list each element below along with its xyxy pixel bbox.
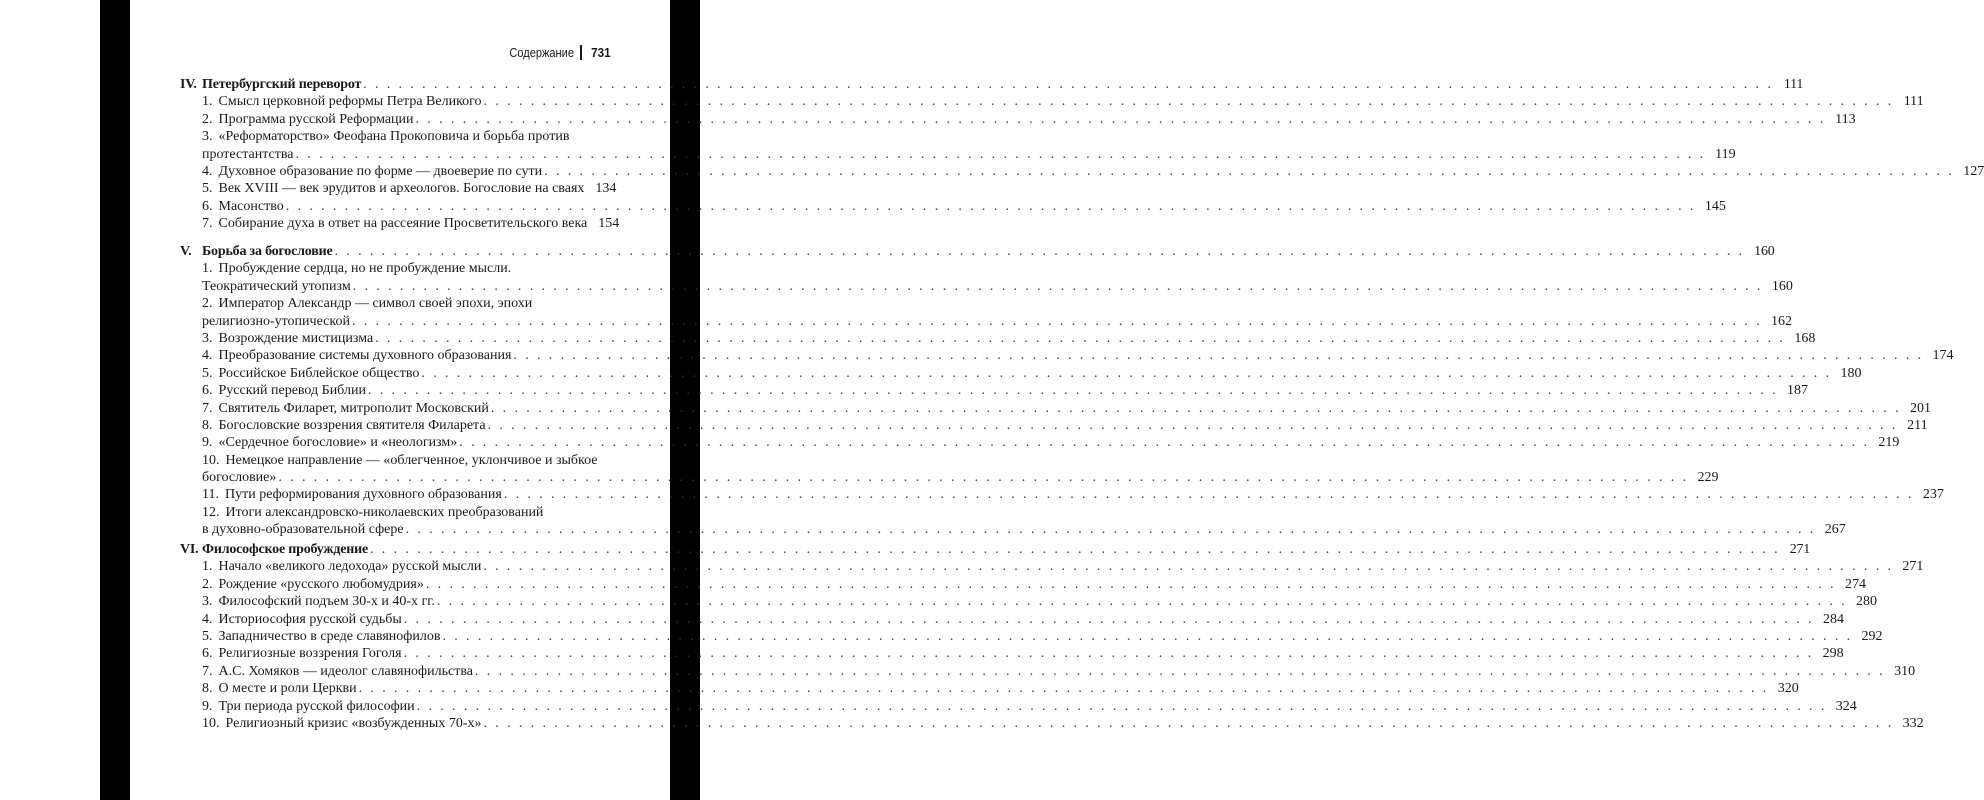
item-number: 3.: [202, 594, 213, 610]
entry-title: Российское Библейское общество: [218, 365, 420, 381]
dot-leader: . . . . . . . . . . . . . . . . . . . . . . . . . . . . . . . . . . . . . . . . . . . . . . . . . . . . . . . . . . . . . . . . . . . . . . . . . . . . . . . . . . . . . . . . . . . . . . . . . . . . . . . . . . . . . . . . . . . . . . . .: [334, 244, 1745, 259]
dot-leader: . . . . . . . . . . . . . . . . . . . . . . . . . . . . . . . . . . . . . . . . . . . . . . . . . . . . . . . . . . . . . . . . . . . . . . . . . . . . . . . . . . . . . . . . . . . . . . . . . . . . . . . . . . . . . . . . . . . . . . . .: [351, 313, 1763, 329]
entry-text: [202, 128, 569, 145]
entry-text: [202, 504, 543, 521]
item-number: 1.: [202, 94, 213, 110]
entry-title: А.С. Хомяков — идеолог славянофильства: [218, 663, 473, 679]
toc-chapter-heading[interactable]: [180, 76, 1804, 93]
entry-page: 111: [1903, 94, 1924, 110]
dot-leader: . . . . . . . . . . . . . . . . . . . . . . . . . . . . . . . . . . . . . . . . . . . . . . . . . . . . . . . . . . . . . . . . . . . . . . . . . . . . . . . . . . . . . . . . . . . . . . . . . . . . . . . . . . . . . . . . . . . . . . . .: [369, 542, 1781, 557]
toc-entry[interactable]: [180, 93, 1924, 110]
item-number: 5.: [202, 628, 213, 644]
entry-page: 320: [1777, 681, 1799, 697]
entry-page: 168: [1794, 330, 1816, 346]
item-number: 7.: [202, 216, 213, 232]
entry-title: Русский перевод Библии: [218, 383, 366, 399]
chapter-page: 271: [1789, 542, 1811, 557]
entry-page: 237: [1922, 487, 1944, 503]
item-number: 8.: [202, 417, 213, 433]
toc-entry[interactable]: [180, 715, 1924, 732]
item-number: 6.: [202, 198, 213, 214]
item-number: 1.: [202, 559, 213, 575]
item-number: 11.: [202, 487, 219, 503]
dot-leader: . . . . . . . . . . . . . . . . . . . . . . . . . . . . . . . . . . . . . . . . . . . . . . . . . . . . . . . . . . . . . . . . . . . . . . . . . . . . . . . . . . . . . . . . . . . . . . . . . . . . . . . . . . . . . . . . . . . . . . . .: [483, 94, 1894, 110]
entry-text: [202, 111, 414, 128]
entry-title: Век XVIII — век эрудитов и археологов. Богословие на сваях: [218, 181, 585, 197]
entry-page: 201: [1909, 400, 1931, 416]
entry-title: Немецкое направление — «облегченное, уклончивое и зыбкое: [225, 452, 598, 468]
chapter-title-wrap: [180, 541, 368, 558]
entry-text: [202, 611, 402, 628]
entry-page: 113: [1835, 111, 1856, 127]
entry-text: [202, 330, 373, 347]
entry-title: Святитель Филарет, митрополит Московский: [218, 400, 489, 416]
toc-entry[interactable]: [180, 521, 1846, 538]
entry-text: [202, 434, 457, 451]
entry-page: 292: [1861, 628, 1883, 644]
entry-text: [202, 260, 511, 277]
toc-entry[interactable]: [180, 469, 1719, 486]
entry-text: [202, 295, 532, 312]
entry-title: в духовно-образовательной сфере: [202, 522, 404, 538]
entry-title: Рождение «русского любомудрия»: [218, 576, 424, 592]
entry-title: Три периода русской философии: [218, 698, 415, 714]
entry-title: Преобразование системы духовного образования: [218, 348, 512, 364]
item-number: 2.: [202, 111, 213, 127]
toc-chapter-heading[interactable]: [180, 243, 1775, 260]
entry-text: [202, 146, 293, 163]
entry-text: [202, 382, 366, 399]
dot-leader: . . . . . . . . . . . . . . . . . . . . . . . . . . . . . . . . . . . . . . . . . . . . . . . . . . . . . . . . . . . . . . . . . . . . . . . . . . . . . . . . . . . . . . . . . . . . . . . . . . . . . . . . . . . . . . . . . . . . . . . .: [513, 348, 1924, 364]
entry-page: 134: [595, 181, 617, 197]
item-number: 2.: [202, 576, 213, 592]
item-number: 10.: [202, 452, 220, 468]
entry-title: Духовное образование по форме — двоеверие по сути: [218, 163, 543, 179]
entry-page: 127: [1963, 163, 1984, 179]
entry-text: [202, 698, 415, 715]
entry-text: [202, 215, 587, 232]
toc-entry[interactable]: [180, 628, 1883, 645]
entry-text: [202, 715, 482, 732]
entry-page: 211: [1907, 417, 1928, 433]
entry-text: [202, 365, 419, 382]
left-page-edge: [100, 0, 130, 800]
toc-entry[interactable]: [180, 330, 1816, 347]
dot-leader: . . . . . . . . . . . . . . . . . . . . . . . . . . . . . . . . . . . . . . . . . . . . . . . . . . . . . . . . . . . . . . . . . . . . . . . . . . . . . . . . . . . . . . . . . . . . . . . . . . . . . . . . . . . . . . . . . . . . . . . .: [425, 576, 1836, 592]
toc-entry[interactable]: [180, 180, 617, 197]
entry-page: 229: [1697, 470, 1719, 486]
entry-page: 324: [1835, 698, 1857, 714]
entry-page: 145: [1704, 198, 1726, 214]
entry-title: Собирание духа в ответ на рассеяние Просветительского века: [218, 216, 588, 232]
toc-section: [180, 243, 1954, 539]
dot-leader: . . . . . . . . . . . . . . . . . . . . . . . . . . . . . . . . . . . . . . . . . . . . . . . . . . . . . . . . . . . . . . . . . . . . . . . . . . . . . . . . . . . . . . . . . . . . . . . . . . . . . . . . . . . . . . . . . . . . . . . .: [403, 611, 1814, 627]
entry-page: 280: [1856, 594, 1878, 610]
entry-title: Смысл церковной реформы Петра Великого: [218, 94, 482, 110]
entry-page: 162: [1771, 313, 1793, 329]
entry-text: [202, 469, 276, 486]
entry-title: Пробуждение сердца, но не пробуждение мысли.: [218, 261, 512, 277]
item-number: 4.: [202, 163, 213, 179]
dot-leader: . . . . . . . . . . . . . . . . . . . . . . . . . . . . . . . . . . . . . . . . . . . . . . . . . . . . . . . . . . . . . . . . . . . . . . . . . . . . . . . . . . . . . . . . . . . . . . . . . . . . . . . . . . . . . . . . . . . . . . . .: [405, 522, 1816, 538]
chapter-title: Борьба за богословие: [202, 244, 333, 259]
entry-page: 119: [1715, 146, 1736, 162]
item-number: 4.: [202, 611, 213, 627]
entry-title: Масонство: [218, 198, 284, 214]
dot-leader: . . . . . . . . . . . . . . . . . . . . . . . . . . . . . . . . . . . . . . . . . . . . . . . . . . . . . . . . . . . . . . . . . . . . . . . . . . . . . . . . . . . . . . . . . . . . . . . . . . . . . . . . . . . . . . . . . . . . . . . .: [459, 435, 1870, 451]
entry-page: 274: [1844, 576, 1866, 592]
toc-entry[interactable]: [180, 382, 1809, 399]
entry-title: религиозно-утопической: [202, 313, 350, 329]
toc-entry[interactable]: [180, 680, 1799, 697]
entry-text: [202, 180, 584, 197]
entry-text: [202, 417, 486, 434]
entry-title: Религиозные воззрения Гоголя: [218, 646, 402, 662]
dot-leader: . . . . . . . . . . . . . . . . . . . . . . . . . . . . . . . . . . . . . . . . . . . . . . . . . . . . . . . . . . . . . . . . . . . . . . . . . . . . . . . . . . . . . . . . . . . . . . . . . . . . . . . . . . . . . . . . . . . . . . . .: [367, 383, 1779, 399]
toc-entry[interactable]: [180, 278, 1793, 295]
running-head: [498, 45, 612, 60]
dot-leader: . . . . . . . . . . . . . . . . . . . . . . . . . . . . . . . . . . . . . . . . . . . . . . . . . . . . . . . . . . . . . . . . . . . . . . . . . . . . . . . . . . . . . . . . . . . . . . . . . . . . . . . . . . . . . . . . . . . . . . . .: [474, 663, 1886, 679]
entry-title: Итоги александровско-николаевских преобразований: [225, 504, 544, 520]
entry-text: [202, 400, 489, 417]
toc-section: [180, 76, 1984, 233]
toc-entry[interactable]: [180, 645, 1844, 662]
dot-leader: . . . . . . . . . . . . . . . . . . . . . . . . . . . . . . . . . . . . . . . . . . . . . . . . . . . . . . . . . . . . . . . . . . . . . . . . . . . . . . . . . . . . . . . . . . . . . . . . . . . . . . . . . . . . . . . . . . . . . . . .: [490, 400, 1901, 416]
entry-title: О месте и роли Церкви: [218, 681, 357, 697]
item-number: 5.: [202, 365, 213, 381]
item-number: 5.: [202, 181, 213, 197]
entry-text: [202, 558, 481, 575]
toc-entry[interactable]: [180, 576, 1866, 593]
chapter-title: Петербургский переворот: [202, 77, 362, 92]
entry-text: [202, 645, 402, 662]
entry-page: 154: [598, 216, 620, 232]
dot-leader: . . . . . . . . . . . . . . . . . . . . . . . . . . . . . . . . . . . . . . . . . . . . . . . . . . . . . . . . . . . . . . . . . . . . . . . . . . . . . . . . . . . . . . . . . . . . . . . . . . . . . . . . . . . . . . . . . . . . . . . .: [483, 715, 1894, 731]
entry-text: [202, 521, 404, 538]
entry-page: 267: [1824, 522, 1846, 538]
toc-entry[interactable]: [180, 486, 1944, 503]
entry-page: 310: [1894, 663, 1916, 679]
chapter-title-wrap: [180, 76, 361, 93]
entry-title: Теократический утопизм: [202, 278, 351, 294]
toc-entry[interactable]: [180, 215, 620, 232]
entry-title: Западничество в среде славянофилов: [218, 628, 441, 644]
entry-page: 160: [1771, 278, 1793, 294]
entry-title: Император Александр — символ своей эпохи, эпохи: [218, 296, 533, 312]
dot-leader: . . . . . . . . . . . . . . . . . . . . . . . . . . . . . . . . . . . . . . . . . . . . . . . . . . . . . . . . . . . . . . . . . . . . . . . . . . . . . . . . . . . . . . . . . . . . . . . . . . . . . . . . . . . . . . . . . . . . . . . .: [503, 487, 1914, 503]
dot-leader: . . . . . . . . . . . . . . . . . . . . . . . . . . . . . . . . . . . . . . . . . . . . . . . . . . . . . . . . . . . . . . . . . . . . . . . . . . . . . . . . . . . . . . . . . . . . . . . . . . . . . . . . . . . . . . . . . . . . . . . .: [352, 278, 1763, 294]
toc-entry[interactable]: [180, 593, 1878, 610]
chapter-number: V.: [180, 244, 192, 259]
entry-text: [202, 663, 473, 680]
toc-entry[interactable]: [180, 198, 1726, 215]
chapter-page: 160: [1754, 244, 1775, 259]
toc-entry[interactable]: [180, 698, 1857, 715]
dot-leader: . . . . . . . . . . . . . . . . . . . . . . . . . . . . . . . . . . . . . . . . . . . . . . . . . . . . . . . . . . . . . . . . . . . . . . . . . . . . . . . . . . . . . . . . . . . . . . . . . . . . . . . . . . . . . . . . . . . . . . . .: [442, 628, 1853, 644]
entry-text: [202, 93, 482, 110]
item-number: 8.: [202, 681, 213, 697]
entry-title: протестантства: [202, 146, 294, 162]
dot-leader: . . . . . . . . . . . . . . . . . . . . . . . . . . . . . . . . . . . . . . . . . . . . . . . . . . . . . . . . . . . . . . . . . . . . . . . . . . . . . . . . . . . . . . . . . . . . . . . . . . . . . . . . . . . . . . . . . . . . . . . .: [436, 594, 1848, 610]
dot-leader: . . . . . . . . . . . . . . . . . . . . . . . . . . . . . . . . . . . . . . . . . . . . . . . . . . . . . . . . . . . . . . . . . . . . . . . . . . . . . . . . . . . . . . . . . . . . . . . . . . . . . . . . . . . . . . . . . . . . . . . .: [285, 198, 1696, 214]
item-number: 6.: [202, 646, 213, 662]
toc-entry[interactable]: [180, 663, 1916, 680]
toc-entry[interactable]: [180, 347, 1954, 364]
entry-text: [202, 680, 357, 697]
item-number: 3.: [202, 330, 213, 346]
entry-title: Программа русской Реформации: [218, 111, 414, 127]
dot-leader: . . . . . . . . . . . . . . . . . . . . . . . . . . . . . . . . . . . . . . . . . . . . . . . . . . . . . . . . . . . . . . . . . . . . . . . . . . . . . . . . . . . . . . . . . . . . . . . . . . . . . . . . . . . . . . . . . . . . . . . .: [421, 365, 1832, 381]
entry-text: [202, 347, 511, 364]
entry-title: Богословские воззрения святителя Филарета: [218, 417, 486, 433]
item-number: 6.: [202, 383, 213, 399]
toc-entry[interactable]: [180, 146, 1736, 163]
toc-entry[interactable]: [180, 313, 1793, 330]
dot-leader: . . . . . . . . . . . . . . . . . . . . . . . . . . . . . . . . . . . . . . . . . . . . . . . . . . . . . . . . . . . . . . . . . . . . . . . . . . . . . . . . . . . . . . . . . . . . . . . . . . . . . . . . . . . . . . . . . . . . . . . .: [483, 559, 1894, 575]
entry-text: [202, 278, 351, 295]
entry-title: Пути реформирования духовного образования: [224, 487, 502, 503]
entry-text: [202, 593, 435, 610]
entry-page: 332: [1902, 715, 1924, 731]
toc-entry[interactable]: [180, 611, 1844, 628]
toc-entry[interactable]: [180, 434, 1900, 451]
dot-leader: . . . . . . . . . . . . . . . . . . . . . . . . . . . . . . . . . . . . . . . . . . . . . . . . . . . . . . . . . . . . . . . . . . . . . . . . . . . . . . . . . . . . . . . . . . . . . . . . . . . . . . . . . . . . . . . . . . . . . . . .: [375, 330, 1786, 346]
dot-leader: . . . . . . . . . . . . . . . . . . . . . . . . . . . . . . . . . . . . . . . . . . . . . . . . . . . . . . . . . . . . . . . . . . . . . . . . . . . . . . . . . . . . . . . . . . . . . . . . . . . . . . . . . . . . . . . . . . . . . . . .: [295, 146, 1706, 162]
entry-title: «Сердечное богословие» и «неологизм»: [218, 435, 458, 451]
item-number: 4.: [202, 348, 213, 364]
item-number: 2.: [202, 296, 213, 312]
entry-page: 174: [1932, 348, 1954, 364]
toc-entry[interactable]: [180, 558, 1924, 575]
dot-leader: . . . . . . . . . . . . . . . . . . . . . . . . . . . . . . . . . . . . . . . . . . . . . . . . . . . . . . . . . . . . . . . . . . . . . . . . . . . . . . . . . . . . . . . . . . . . . . . . . . . . . . . . . . . . . . . . . . . . . . . .: [403, 646, 1814, 662]
entry-page: 187: [1787, 383, 1809, 399]
chapter-title-wrap: [180, 243, 332, 260]
page-number: 731: [591, 45, 611, 60]
toc-section: [180, 541, 1924, 732]
item-number: 10.: [202, 715, 220, 731]
entry-text: [202, 486, 502, 503]
toc-entry[interactable]: [180, 260, 612, 277]
dot-leader: . . . . . . . . . . . . . . . . . . . . . . . . . . . . . . . . . . . . . . . . . . . . . . . . . . . . . . . . . . . . . . . . . . . . . . . . . . . . . . . . . . . . . . . . . . . . . . . . . . . . . . . . . . . . . . . . . . . . . . . .: [415, 111, 1826, 127]
toc-entry[interactable]: [180, 400, 1931, 417]
item-number: 7.: [202, 400, 213, 416]
entry-page: 271: [1902, 559, 1924, 575]
chapter-page: 111: [1783, 77, 1804, 92]
toc-entry[interactable]: [180, 417, 1928, 434]
entry-title: Возрождение мистицизма: [218, 330, 374, 346]
item-number: 12.: [202, 504, 220, 520]
toc-entry[interactable]: [180, 163, 1984, 180]
entry-page: 219: [1878, 435, 1900, 451]
toc-chapter-heading[interactable]: [180, 541, 1811, 558]
toc-entry[interactable]: [180, 111, 1856, 128]
entry-title: богословие»: [202, 470, 277, 486]
entry-text: [202, 313, 350, 330]
item-number: 1.: [202, 261, 213, 277]
entry-title: «Реформаторство» Феофана Прокоповича и борьба против: [218, 129, 570, 145]
dot-leader: . . . . . . . . . . . . . . . . . . . . . . . . . . . . . . . . . . . . . . . . . . . . . . . . . . . . . . . . . . . . . . . . . . . . . . . . . . . . . . . . . . . . . . . . . . . . . . . . . . . . . . . . . . . . . . . . . . . . . . . .: [416, 698, 1827, 714]
entry-title: Философский подъем 30-х и 40-х гг.: [218, 594, 435, 610]
dot-leader: . . . . . . . . . . . . . . . . . . . . . . . . . . . . . . . . . . . . . . . . . . . . . . . . . . . . . . . . . . . . . . . . . . . . . . . . . . . . . . . . . . . . . . . . . . . . . . . . . . . . . . . . . . . . . . . . . . . . . . . .: [358, 681, 1769, 697]
chapter-number: VI.: [180, 542, 199, 557]
entry-page: 284: [1822, 611, 1844, 627]
dot-leader: . . . . . . . . . . . . . . . . . . . . . . . . . . . . . . . . . . . . . . . . . . . . . . . . . . . . . . . . . . . . . . . . . . . . . . . . . . . . . . . . . . . . . . . . . . . . . . . . . . . . . . . . . . . . . . . . . . . . . . . .: [363, 77, 1774, 92]
entry-text: [202, 628, 440, 645]
entry-text: [202, 576, 424, 593]
item-number: 3.: [202, 129, 213, 145]
entry-page: 298: [1822, 646, 1844, 662]
dot-leader: . . . . . . . . . . . . . . . . . . . . . . . . . . . . . . . . . . . . . . . . . . . . . . . . . . . . . . . . . . . . . . . . . . . . . . . . . . . . . . . . . . . . . . . . . . . . . . . . . . . . . . . . . . . . . . . . . . . . . . . .: [544, 163, 1955, 179]
entry-title: Религиозный кризис «возбужденных 70-х»: [225, 715, 482, 731]
toc-entry[interactable]: [180, 128, 612, 145]
item-number: 7.: [202, 663, 213, 679]
chapter-title: Философское пробуждение: [202, 542, 368, 557]
toc-entry[interactable]: [180, 504, 612, 521]
entry-page: 180: [1840, 365, 1862, 381]
entry-text: [202, 452, 598, 469]
dot-leader: . . . . . . . . . . . . . . . . . . . . . . . . . . . . . . . . . . . . . . . . . . . . . . . . . . . . . . . . . . . . . . . . . . . . . . . . . . . . . . . . . . . . . . . . . . . . . . . . . . . . . . . . . . . . . . . . . . . . . . . .: [487, 417, 1898, 433]
entry-title: Начало «великого ледохода» русской мысли: [218, 559, 482, 575]
toc-entry[interactable]: [180, 365, 1862, 382]
running-head-title: Содержание: [509, 45, 575, 60]
entry-title: Историософия русской судьбы: [218, 611, 402, 627]
chapter-number: IV.: [180, 77, 197, 92]
toc-entry[interactable]: [180, 452, 612, 469]
dot-leader: . . . . . . . . . . . . . . . . . . . . . . . . . . . . . . . . . . . . . . . . . . . . . . . . . . . . . . . . . . . . . . . . . . . . . . . . . . . . . . . . . . . . . . . . . . . . . . . . . . . . . . . . . . . . . . . . . . . . . . . .: [278, 470, 1689, 486]
toc-entry[interactable]: [180, 295, 612, 312]
entry-text: [202, 163, 542, 180]
entry-text: [202, 198, 284, 215]
item-number: 9.: [202, 435, 213, 451]
item-number: 9.: [202, 698, 213, 714]
running-head-separator: [580, 45, 582, 60]
